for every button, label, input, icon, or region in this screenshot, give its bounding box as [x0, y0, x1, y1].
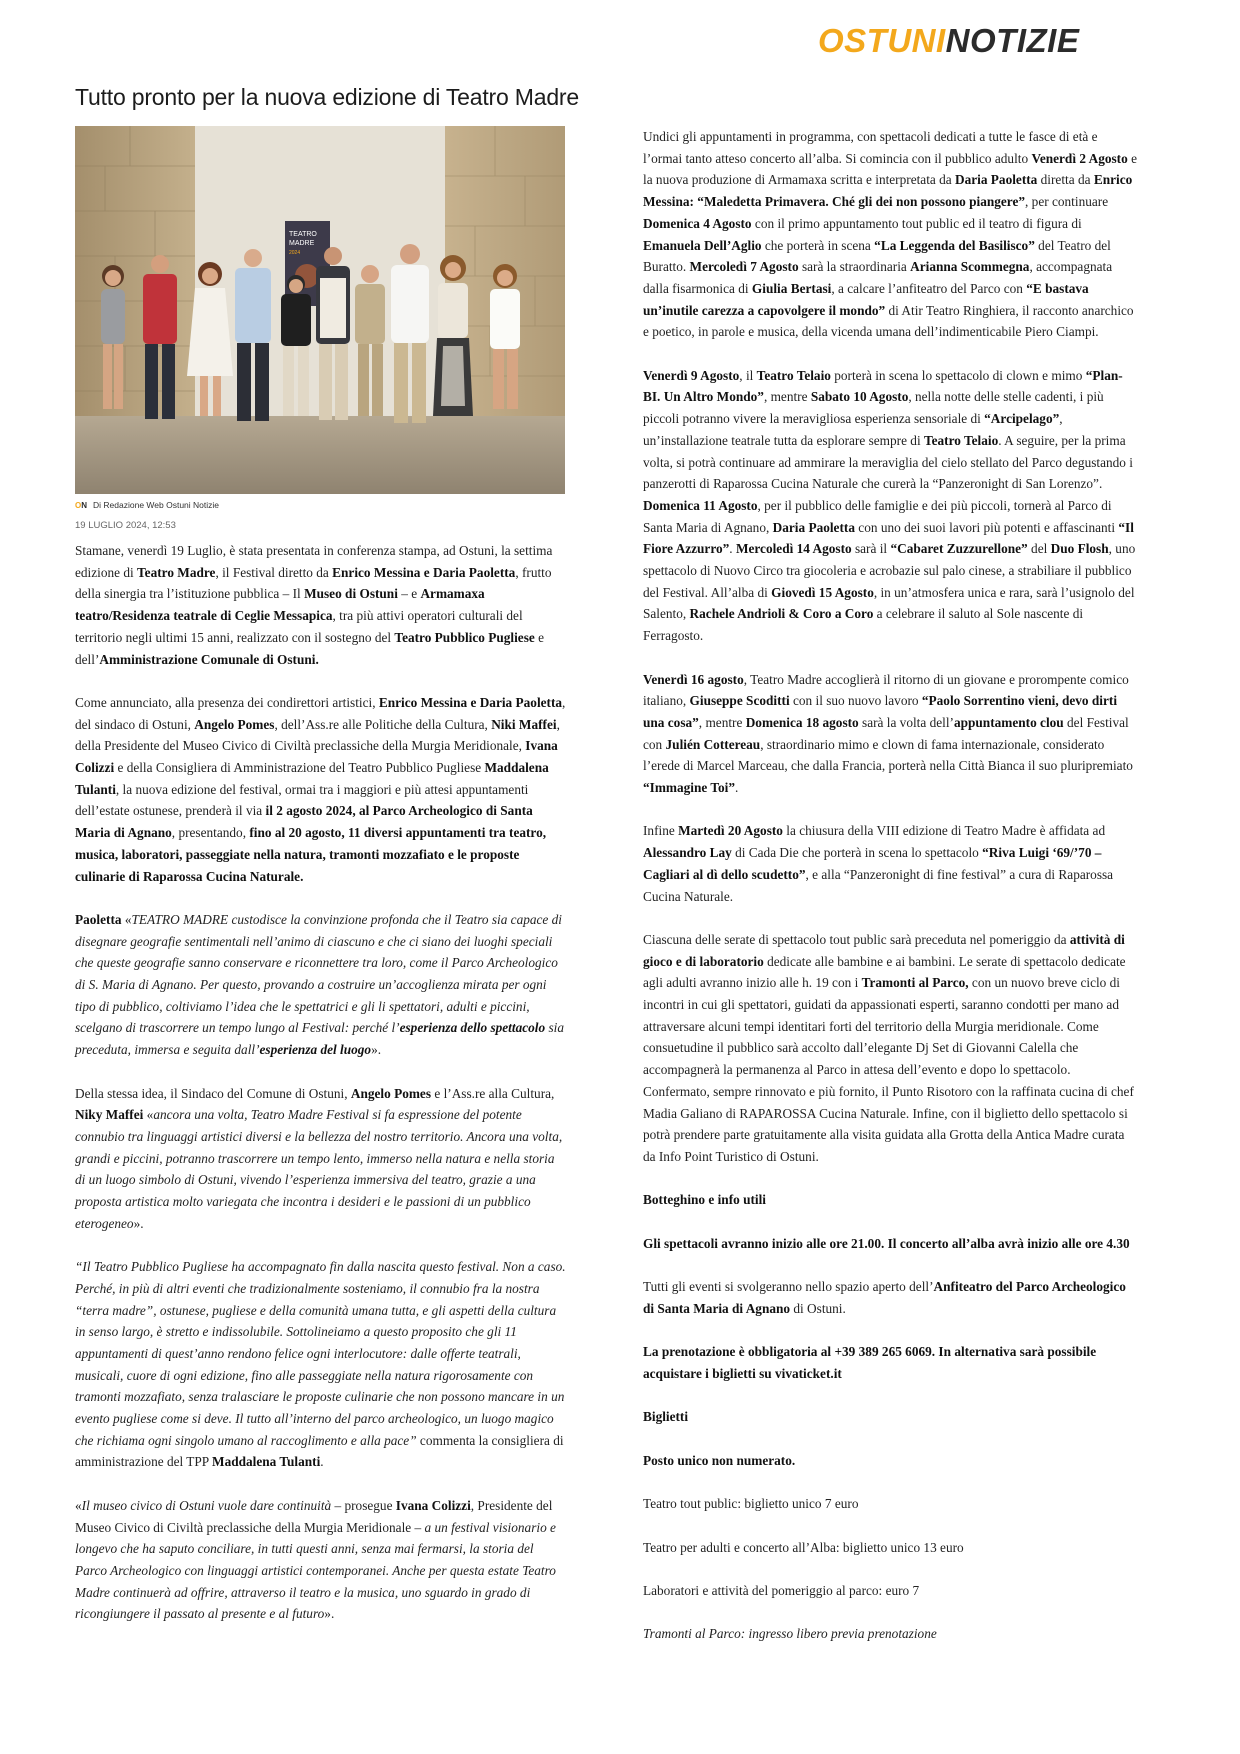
article-column-right [643, 126, 1139, 1667]
article-column-left [75, 540, 568, 1647]
article-paragraph [643, 820, 1139, 907]
text-run: Ciascuna delle serate di spettacolo tout public sarà preceduta nel pomeriggio da [643, 931, 1070, 947]
text-run: del [1027, 541, 1051, 557]
text-run: di Atir Teatro Ringhiera, il racconto anarchico e poetico, in parole e musica, della vicenda umana dell’indimenticabile Piero Ciampi. [643, 302, 1134, 340]
text-run: con uno dei suoi lavori più potenti e affascinanti [854, 519, 1119, 535]
text-run: Il museo civico di Ostuni vuole dare continuità [81, 1497, 332, 1513]
text-run: sarà il [851, 541, 891, 557]
text-run: commenta la consigliera di amministrazione del TPP [75, 1432, 564, 1470]
text-run: Teatro tout public: biglietto unico 7 euro [643, 1496, 859, 1512]
text-run: porterà in scena lo spettacolo di clown e mimo [830, 367, 1086, 383]
text-run: Maddalena Tulanti [75, 760, 549, 797]
text-run: Tramonti al Parco, [861, 975, 969, 991]
text-run: Sabato 10 Agosto [810, 389, 909, 405]
site-mark-o: O [75, 500, 82, 510]
text-run: ». [324, 1606, 335, 1622]
text-run: Laboratori e attività del pomeriggio al parco: euro 7 [643, 1582, 920, 1598]
text-run: Teatro per adulti e concerto all’Alba: biglietto unico 13 euro [643, 1539, 964, 1555]
text-run: Armamaxa teatro/Residenza teatrale di Ceglie Messapica [75, 586, 485, 624]
text-run: la chiusura della VIII edizione di Teatro Madre è affidata ad [782, 823, 1106, 839]
logo-part-notizie: NOTIZIE [945, 22, 1080, 59]
text-run: , Teatro Madre accoglierà il ritorno di un giovane e prorompente comico italiano, [643, 671, 1129, 709]
text-run: a celebrare il saluto al Sole nascente di Ferragosto. [643, 606, 1084, 644]
text-run: Undici gli appuntamenti in programma, con spettacoli dedicati a tutte le fasce di età e l’ormai tanto atteso concerto all’alba. Si comincia con il pubblico adulto [643, 129, 1098, 166]
site-mark-icon [75, 501, 87, 510]
text-run: con il suo nuovo lavoro [789, 693, 922, 709]
text-run: « [143, 1107, 154, 1123]
text-run: Niki Maffei [491, 716, 557, 732]
text-run: Arianna Scommegna [910, 259, 1030, 275]
text-run: esperienza del luogo [259, 1042, 372, 1058]
text-run: , della Presidente del Museo Civico di Civiltà preclassiche della Murgia Meridionale, [75, 716, 560, 754]
byline-author[interactable]: Di Redazione Web Ostuni Notizie [93, 500, 220, 510]
text-run: ». [133, 1215, 144, 1231]
text-run: Botteghino e info utili [643, 1192, 767, 1208]
text-run: , nella notte delle stelle cadenti, i più piccoli potranno vivere la meravigliosa esperienza sensoriale di [643, 389, 1104, 427]
article-byline [75, 500, 219, 510]
text-run: . A seguire, per la prima volta, si potrà continuare ad ammirare la meraviglia del cielo stellato del Parco degustando i panzerotti di Raparossa Cucina Naturale che curerà la “Panzeronight di San Lorenzo”. [643, 432, 1133, 492]
text-run: , il Festival diretto da [215, 564, 333, 580]
text-run: “La Leggenda del Basilisco” [874, 237, 1035, 253]
text-run: con il primo appuntamento tout public ed il teatro di figura di [751, 215, 1082, 231]
text-run: “Arcipelago” [984, 411, 1060, 427]
text-run: Biglietti [643, 1409, 689, 1425]
text-run: , a calcare l’anfiteatro del Parco con [831, 280, 1027, 296]
text-run: e la nuova produzione di Armamaxa scritta e interpretata da [643, 150, 1137, 188]
text-run: , mentre [698, 714, 746, 730]
text-run: , Presidente del Museo Civico di Civiltà preclassiche della Murgia Meridionale – [75, 1497, 553, 1535]
article-paragraph [643, 1537, 1139, 1559]
text-run: Julién Cottereau [665, 736, 761, 752]
article-paragraph [75, 1083, 568, 1235]
text-run: Mercoledì 14 Agosto [735, 541, 852, 557]
text-run: Martedì 20 Agosto [678, 823, 783, 839]
text-run: Gli spettacoli avranno inizio alle ore 21.00. Il concerto all’alba avrà inizio alle ore 4.30 [643, 1235, 1130, 1251]
text-run: sarà la straordinaria [798, 259, 911, 275]
text-run: Anfiteatro del Parco Archeologico di Santa Maria di Agnano [643, 1279, 1126, 1316]
text-run: TEATRO MADRE custodisce la convinzione profonda che il Teatro sia capace di disegnare geografie sentimentali nell’animo di ciascuno e che ci siano dei luoghi speciali che queste geografie sanno conservare e riconnettere tra loro, come il Parco Archeologico di S. Maria di Agnano. Per questo, provando a costruire un’accoglienza mirata per ogni tipo di pubblico, coltiviamo l’idea che le spettatrici e gli li spettatori, adulti e piccini, scelgano di trascorrere un tempo lungo al Festival: perché l’ [75, 911, 563, 1036]
poster-line1: TEATRO [289, 231, 317, 238]
text-run: Rachele Andrioli & Coro a Coro [689, 606, 874, 622]
text-run: Teatro Pubblico Pugliese [394, 629, 535, 645]
article-photo [75, 126, 565, 494]
text-run: , per continuare [1025, 194, 1109, 210]
text-run: Teatro Madre [137, 564, 216, 580]
text-run: Amministrazione Comunale di Ostuni. [99, 651, 319, 667]
text-run: Domenica 4 Agosto [643, 215, 752, 231]
text-run: Ivana Colizzi [395, 1497, 471, 1513]
text-run: Duo Flosh [1050, 541, 1109, 557]
text-run: attività di gioco e di laboratorio [643, 931, 1125, 969]
text-run: , per il pubblico delle famiglie e dei più piccoli, tornerà al Parco di Santa Maria di Agnano, [643, 497, 1112, 535]
text-run: Venerdì 16 agosto [643, 671, 744, 687]
article-paragraph [75, 540, 568, 670]
text-run: , presentando, [171, 825, 250, 841]
article-paragraph [643, 1580, 1139, 1602]
text-run: con un nuovo breve ciclo di incontri in cui gli spettatori, guidati da appassionati esperti, saranno condotti per mano ad attraversare alcuni tempi identitari forti del territorio della Murgia meridionale. Come consuetudine il pubblico sarà accolto dall’elegante Dj Set di Giovanni Calella che accompagnerà la permanenza al Parco in attesa dell’evento e dopo lo spettacolo. Confermato, sempre rinnovato e più fornito, il Punto Risotoro con la raffinata cucina di chef Madia Galiano di RAPAROSSA Cucina Naturale. Infine, con il biglietto dello spettacolo si potrà prendere parte gratuitamente alla visita guidata alla Grotta della Antica Madre curata da Info Point Turistico di Ostuni. [643, 975, 1134, 1164]
article-paragraph [643, 1341, 1139, 1384]
site-logo[interactable] [818, 22, 1079, 60]
article-paragraph [643, 1406, 1139, 1428]
text-run: “Immagine Toi” [643, 780, 735, 796]
text-run: Daria Paoletta [954, 172, 1038, 188]
text-run: . [320, 1454, 324, 1470]
text-run: , in un’atmosfera unica e rara, sarà l’usignolo del Salento, [643, 584, 1135, 622]
text-run: Museo di Ostuni [304, 586, 398, 602]
text-run: Domenica 11 Agosto [643, 497, 758, 513]
text-run: Emanuela Dell’Aglio [643, 237, 762, 253]
text-run: , frutto della sinergia tra l’istituzione pubblica – Il [75, 564, 552, 602]
text-run: Teatro Telaio [923, 432, 999, 448]
article-paragraph [643, 365, 1139, 647]
text-run: , e alla “Panzeronight di fine festival” a cura di Raparossa Cucina Naturale. [643, 866, 1114, 904]
text-run: , del sindaco di Ostuni, [75, 694, 566, 732]
text-run: ancora una volta, Teatro Madre Festival si fa espressione del potente connubio tra linguaggi artistici diversi e la bellezza del nostro territorio. Ancora una volta, grandi e piccini, potranno trascorrere un tempo lento, immerso nella natura e nella storia di un luogo simbolo di Ostuni, vivendo l’esperienza immersiva del teatro, grazie a una proposta artistica molto variegata che incontra i desideri e le passioni di un pubblico eterogeneo [75, 1107, 563, 1231]
text-run: “E bastava un’inutile carezza a capovolgere il mondo” [643, 280, 1089, 318]
text-run: , accompagnata dalla fisarmonica di [643, 259, 1113, 296]
text-run: Giovedì 15 Agosto [771, 584, 874, 600]
text-run: Venerdì 2 Agosto [1031, 150, 1128, 166]
text-run: La prenotazione è obbligatoria al +39 389 265 6069. In alternativa sarà possibile acquistare i biglietti su vivaticket.it [643, 1344, 1097, 1381]
text-run: di Cada Die che porterà in scena lo spettacolo [731, 845, 983, 861]
article-paragraph [643, 669, 1139, 799]
text-run: Giulia Bertasi [751, 280, 832, 296]
text-run: Della stessa idea, il Sindaco del Comune di Ostuni, [75, 1085, 351, 1101]
article-paragraph [643, 929, 1139, 1168]
text-run: di Ostuni. [790, 1300, 846, 1316]
text-run: e dell’ [75, 629, 545, 667]
text-run: , un’installazione teatrale tutta da esplorare sempre di [643, 411, 1063, 448]
text-run: Enrico Messina e Daria Paoletta [332, 564, 516, 580]
text-run: , straordinario mimo e clown di fama internazionale, considerato l’erede di Marcel Marceau, che dalla Francia, porterà nella Città Bianca il suo pluripremiato [643, 736, 1133, 774]
text-run: Angelo Pomes [194, 716, 275, 732]
article-paragraph [643, 1276, 1139, 1319]
text-run: Alessandro Lay [643, 845, 732, 861]
text-run: , mentre [763, 389, 811, 405]
text-run: sarà la volta dell’ [858, 714, 954, 730]
text-run: , dell’Ass.re alle Politiche della Cultura, [274, 716, 492, 732]
text-run: esperienza dello spettacolo [399, 1020, 546, 1036]
article-paragraph [75, 1256, 568, 1473]
article-paragraph [643, 1189, 1139, 1211]
article-paragraph [643, 126, 1139, 343]
text-run: “Il Teatro Pubblico Pugliese ha accompagnato fin dalla nascita questo festival. Non a caso. Perché, in più di altri eventi che tradizionalmente sosteniamo, il connubio fra la nostra “terra madre”, ostunese, pugliese e della comunità umana tutta, e gli aspetti della cultura in senso largo, è stretto e indissolubile. Sottolineiamo a questo proposito che gli 11 appuntamenti di quest’anno rendono felice ogni interlocutore: dalle offerte teatrali, musicali, cuore di ogni edizione, fino alle passeggiate nella natura rigorosamente con tramonti mozzafiato, senza tralasciare le proposte culinarie che non possono mancare in un evento pugliese come si deve. Il tutto all’interno del parco archeologico, un luogo magico che richiama ogni singolo umano al raccoglimento e alla pace” [75, 1259, 566, 1448]
text-run: Maddalena Tulanti [212, 1454, 321, 1470]
text-run: , il [739, 367, 757, 383]
article-paragraph [75, 909, 568, 1061]
text-run: che porterà in scena [761, 237, 875, 253]
text-run: , la nuova edizione del festival, ormai tra i maggiori e più attesi appuntamenti dell’estate ostunese, prenderà il via [75, 781, 529, 819]
text-run: « [75, 1497, 82, 1513]
article-paragraph [643, 1450, 1139, 1472]
site-mark-n: N [81, 500, 88, 510]
text-run: « [121, 911, 132, 927]
text-run: – prosegue [331, 1497, 396, 1513]
text-run: Paoletta [75, 911, 122, 927]
text-run: Niky Maffei [75, 1107, 144, 1123]
text-run: a un festival visionario e longevo che ha saputo conciliare, in tutti questi anni, senza mai fermarsi, la storia del Parco Archeologico con linguaggi artistici contemporanei. Anche per questa estate Teatro Madre continuerà ad offrire, attraverso il teatro e la musica, uno sguardo in grado di ricongiungere il passato al presente e al futuro [75, 1519, 556, 1622]
text-run: “Riva Luigi ‘69/’70 – Cagliari al dì dello scudetto” [643, 845, 1102, 882]
text-run: Daria Paoletta [772, 519, 855, 535]
text-run: e della Consigliera di Amministrazione del Teatro Pubblico Pugliese [114, 760, 485, 776]
text-run: dedicate alle bambine e ai bambini. Le serate di spettacolo dedicate agli adulti avranno inizio alle h. 19 con i [643, 953, 1126, 991]
text-run: , tra più attivi operatori culturali del territorio negli ultimi 15 anni, realizzato con il sostegno del [75, 608, 523, 645]
logo-part-ostuni: OSTUNI [818, 22, 946, 59]
text-run: Angelo Pomes [350, 1085, 432, 1101]
text-run: Domenica 18 agosto [745, 714, 859, 730]
text-run: Infine [643, 823, 679, 839]
text-run: Giuseppe Scoditti [689, 693, 790, 709]
text-run: , uno spettacolo di Nuovo Circo tra giocoleria e acrobazie sul palo cinese, a strabiliare il pubblico del Festival. All’alba di [643, 541, 1136, 600]
text-run: Ivana Colizzi [75, 738, 558, 776]
text-run: Come annunciato, alla presenza dei condirettori artistici, [75, 694, 379, 710]
text-run: Tramonti al Parco: ingresso libero previa prenotazione [643, 1626, 937, 1642]
text-run: “Paolo Sorrentino vieni, devo dirti una cosa” [643, 693, 1118, 730]
article-paragraph [643, 1493, 1139, 1515]
text-run: diretta da [1037, 172, 1094, 188]
text-run: appuntamento clou [953, 714, 1064, 730]
text-run: sia preceduta, immersa e seguita dall’ [75, 1020, 564, 1058]
article-paragraph [643, 1623, 1139, 1645]
text-run: e l’Ass.re alla Cultura, [431, 1085, 555, 1101]
text-run: Enrico Messina: “Maledetta Primavera. Ché gli dei non possono piangere” [643, 172, 1133, 210]
text-run: Posto unico non numerato. [643, 1452, 796, 1468]
publish-date: 19 LUGLIO 2024, 12:53 [75, 520, 176, 531]
text-run: “Il Fiore Azzurro” [643, 519, 1134, 557]
text-run: “Plan-BI. Un Altro Mondo” [643, 367, 1123, 405]
poster-year: 2024 [289, 250, 301, 256]
text-run: . [729, 541, 736, 557]
text-run: “Cabaret Zuzzurellone” [890, 541, 1028, 557]
text-run: ». [371, 1042, 382, 1058]
text-run: . [735, 780, 739, 796]
text-run: Venerdì 9 Agosto [643, 367, 740, 383]
poster-line2: MADRE [289, 240, 315, 247]
text-run: Teatro Telaio [756, 367, 831, 383]
text-run: Enrico Messina e Daria Paoletta [378, 694, 563, 710]
text-run: il 2 agosto 2024, al Parco Archeologico di Santa Maria di Agnano [75, 803, 533, 841]
text-run: Mercoledì 7 Agosto [689, 259, 799, 275]
text-run: fino al 20 agosto, 11 diversi appuntamenti tra teatro, musica, laboratori, passeggiate nella natura, tramonti mozzafiato e le proposte culinarie di Raparossa Cucina Naturale. [75, 825, 547, 884]
article-paragraph [75, 692, 568, 887]
text-run: del Teatro del Buratto. [643, 237, 1111, 275]
text-run: Stamane, venerdì 19 Luglio, è stata presentata in conferenza stampa, ad Ostuni, la settima edizione di [75, 543, 553, 580]
article-paragraph [75, 1495, 568, 1625]
text-run: Tutti gli eventi si svolgeranno nello spazio aperto dell’ [643, 1279, 934, 1295]
text-run: del Festival con [643, 714, 1129, 752]
article-paragraph [643, 1233, 1139, 1255]
article-title: Tutto pronto per la nuova edizione di Teatro Madre [75, 84, 579, 110]
text-run: – e [397, 586, 421, 602]
